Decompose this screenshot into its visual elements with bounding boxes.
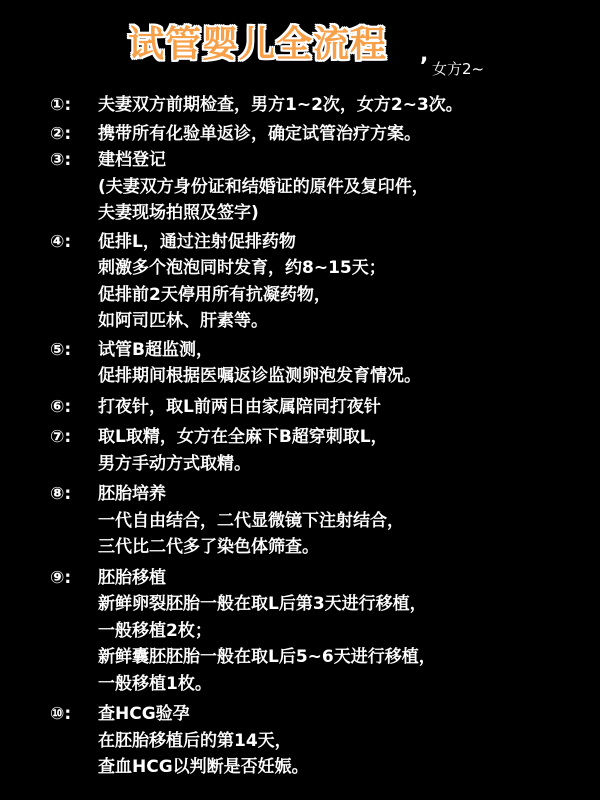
step-line: 打夜针，取L前两日由家属陪同打夜针	[98, 396, 381, 417]
step-number: ⑦:	[50, 427, 72, 447]
step-number: ③:	[50, 150, 72, 170]
step-text	[98, 424, 590, 477]
step-item	[50, 394, 590, 421]
step-number: ⑤:	[50, 339, 72, 360]
page-title: 试管婴儿全流程	[128, 24, 388, 65]
step-item	[50, 92, 590, 119]
step-number: ⑩:	[50, 704, 72, 724]
step-line: 如阿司匹林、肝素等。	[98, 311, 268, 331]
step-line: 新鲜囊胚胚胎一般在取L后5~6天进行移植，	[98, 647, 436, 667]
step-line: 建档登记	[98, 150, 166, 170]
step-item	[50, 229, 590, 335]
step-number: ②:	[50, 123, 72, 144]
step-text	[98, 565, 590, 698]
step-line: 胚胎培养	[98, 484, 166, 504]
step-line: 查血HCG以判断是否妊娠。	[98, 757, 309, 777]
step-text	[98, 337, 590, 390]
step-text	[98, 121, 590, 148]
step-line: 一代自由结合，二代显微镜下注射结合，	[98, 510, 404, 531]
step-number: ⑧:	[50, 484, 72, 504]
step-item	[50, 147, 590, 227]
title-comma: ,	[420, 42, 429, 67]
steps-list	[50, 92, 590, 781]
step-line: 促排期间根据医嘱返诊监测卵泡发育情况。	[98, 366, 421, 386]
step-item	[50, 121, 590, 148]
step-line: 在胚胎移植后的第14天，	[98, 730, 292, 751]
step-number: ④:	[50, 231, 72, 252]
step-item	[50, 424, 590, 477]
step-text	[98, 92, 590, 119]
subnote: 女方2~	[432, 60, 485, 78]
step-line: 夫妻双方前期检查，男方1~2次，女方2~3次。	[98, 95, 463, 115]
step-line: 促排L，通过注射促排药物	[98, 231, 296, 252]
step-text	[98, 147, 590, 227]
step-text	[98, 481, 590, 561]
step-item	[50, 337, 590, 390]
step-line: 刺激多个泡泡同时发育，约8~15天；	[98, 258, 386, 278]
step-line: 一般移植2枚；	[98, 620, 212, 641]
step-line: 三代比二代多了染色体筛查。	[98, 537, 319, 557]
step-number: ①:	[50, 95, 72, 115]
step-number: ⑥:	[50, 396, 72, 417]
step-text	[98, 394, 590, 421]
step-line: 促排前2天停用所有抗凝药物，	[98, 284, 331, 305]
step-number: ⑨:	[50, 567, 72, 588]
step-line: 男方手动方式取精。	[98, 453, 251, 474]
step-line: 新鲜卵裂胚胎一般在取L后第3天进行移植，	[98, 594, 427, 614]
step-line: 一般移植1枚。	[98, 673, 212, 694]
step-line: 携带所有化验单返诊，确定试管治疗方案。	[98, 123, 421, 144]
step-item	[50, 481, 590, 561]
step-line: (夫妻双方身份证和结婚证的原件及复印件，	[98, 176, 429, 197]
step-line: 取L取精，女方在全麻下B超穿刺取L，	[98, 427, 388, 447]
step-line: 查HCG验孕	[98, 704, 190, 724]
step-line: 胚胎移植	[98, 567, 166, 588]
step-item	[50, 565, 590, 698]
step-text	[98, 701, 590, 781]
step-item	[50, 701, 590, 781]
step-line: 试管B超监测，	[98, 339, 213, 360]
step-text	[98, 229, 590, 335]
step-line: 夫妻现场拍照及签字)	[98, 203, 259, 223]
